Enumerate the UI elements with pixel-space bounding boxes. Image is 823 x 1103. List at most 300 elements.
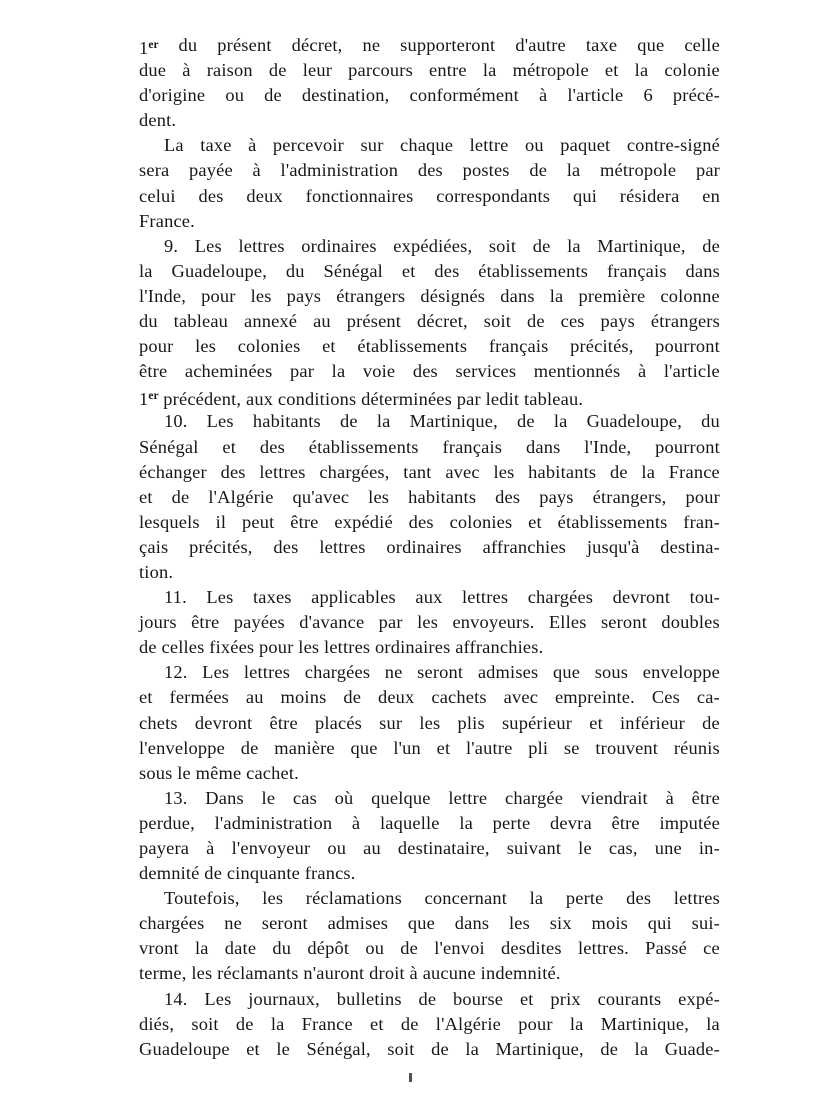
word: six	[549, 913, 572, 934]
text-line	[139, 610, 720, 635]
text-line	[139, 58, 720, 83]
word: établissements	[357, 336, 468, 357]
word: pour	[139, 336, 174, 357]
word: taxes	[252, 587, 292, 608]
word: colonies	[237, 336, 301, 357]
word: à	[637, 361, 647, 382]
word: taxe	[585, 35, 618, 55]
word: établissements	[557, 511, 668, 532]
word: de	[340, 411, 358, 432]
text-line	[139, 184, 720, 209]
text-line	[139, 560, 720, 585]
word: cas,	[608, 838, 638, 858]
word: colonie	[664, 60, 720, 81]
word: leur	[302, 60, 333, 81]
word: lettre	[448, 787, 488, 808]
word: chargées,	[319, 461, 390, 482]
word: et	[528, 511, 542, 532]
word: lettres	[461, 587, 509, 608]
word: métropole	[512, 60, 589, 81]
word: être	[139, 361, 168, 382]
word: lettres	[319, 536, 366, 557]
text-line	[139, 209, 720, 234]
word: du	[139, 311, 158, 332]
word: taxe	[200, 135, 232, 156]
word: se	[563, 737, 580, 758]
word: à	[182, 60, 191, 81]
word: manière	[274, 737, 335, 758]
word: sur	[379, 712, 403, 733]
word: que	[552, 662, 581, 683]
word: ce	[703, 938, 720, 959]
text-line	[139, 685, 720, 710]
word: pour	[518, 1013, 553, 1034]
word: cas	[292, 787, 317, 808]
word: lettres	[243, 662, 291, 683]
word: du	[178, 35, 198, 55]
word: seront	[261, 913, 308, 934]
text-line	[139, 259, 720, 284]
word: placés	[314, 712, 363, 733]
word: ordinaires	[301, 235, 377, 256]
word: être	[611, 812, 640, 833]
word: échanger	[139, 461, 207, 482]
word: la	[706, 1013, 720, 1034]
word: avec	[445, 461, 480, 482]
word: précé-	[672, 85, 720, 106]
word: Les	[194, 235, 222, 256]
word: Les	[202, 662, 230, 683]
text-line	[139, 585, 720, 610]
word: de	[400, 1013, 419, 1034]
word: pour	[685, 486, 720, 507]
word: journaux,	[248, 988, 320, 1009]
word: l'administration	[280, 160, 399, 181]
word: des	[417, 160, 443, 181]
word: plis	[457, 712, 485, 733]
word: chargées	[139, 913, 205, 934]
word: destina-	[660, 536, 720, 557]
word: parcours	[348, 60, 413, 81]
word: et	[139, 486, 153, 507]
word: la	[634, 60, 649, 81]
word: lettres.	[577, 938, 629, 959]
word: ordinaires	[386, 536, 462, 557]
word: et	[246, 1038, 260, 1059]
word: pays	[600, 311, 635, 332]
word: jours	[139, 612, 177, 633]
word: par	[290, 361, 315, 382]
word: établissements	[478, 260, 589, 281]
text-line	[139, 234, 720, 259]
word: devront	[612, 587, 671, 608]
word: 10.	[164, 411, 188, 432]
paragraph	[139, 660, 720, 785]
word: une	[654, 838, 682, 858]
word: quelque	[371, 787, 431, 808]
word: çais	[139, 536, 169, 557]
word: pli	[528, 737, 549, 758]
word: du	[285, 260, 305, 281]
text-line	[139, 485, 720, 510]
word: que	[350, 737, 378, 758]
line-text: précédent, aux conditions déterminées par ledit tableau.	[158, 389, 584, 410]
line-text: dent.	[139, 110, 177, 131]
word: celle	[684, 35, 720, 55]
word: lettre	[469, 135, 509, 156]
word: la	[194, 938, 209, 959]
word: desdites	[501, 938, 562, 959]
text-line	[139, 1012, 720, 1037]
paragraph	[139, 987, 720, 1062]
word: payera	[139, 838, 190, 858]
word: des	[198, 185, 224, 206]
word: l'article	[663, 361, 720, 382]
word: ne	[384, 662, 403, 683]
word: Sénégal,	[306, 1038, 371, 1059]
word: cachets	[431, 687, 487, 708]
word: Sénégal	[139, 436, 199, 457]
text-line	[139, 334, 720, 359]
word: date	[224, 938, 257, 959]
word: du	[272, 938, 292, 959]
word: envoyeurs.	[452, 612, 535, 633]
paragraph	[139, 234, 720, 410]
text-line	[139, 987, 720, 1012]
text-column	[139, 33, 720, 1062]
word: courants	[597, 988, 662, 1009]
word: habitants	[408, 486, 477, 507]
word: métropole	[600, 160, 677, 181]
word: habitants	[528, 461, 597, 482]
word: l'Algérie	[208, 486, 274, 507]
word: résidera	[619, 185, 680, 206]
word: que	[637, 35, 665, 55]
word: par	[378, 612, 403, 633]
word: moins	[280, 687, 327, 708]
word: où	[334, 787, 354, 808]
word: soit	[191, 1013, 219, 1034]
text-line	[139, 936, 720, 961]
word: la	[549, 285, 564, 306]
word: due	[139, 60, 167, 81]
word: étrangers,	[592, 486, 667, 507]
word: les	[195, 336, 217, 357]
word: tableau	[173, 311, 229, 332]
word: de	[609, 461, 628, 482]
word: de	[235, 1013, 254, 1034]
word: les	[417, 612, 439, 633]
word: destination,	[301, 85, 390, 106]
word: destinataire,	[397, 838, 490, 858]
word: aux	[415, 587, 443, 608]
word: lettres	[259, 461, 306, 482]
paragraph	[139, 886, 720, 986]
word: chargées	[304, 662, 371, 683]
word: in-	[698, 838, 720, 858]
word: colonne	[660, 285, 720, 306]
text-line	[139, 409, 720, 434]
word: qui	[572, 185, 597, 206]
word: dans	[525, 436, 561, 457]
word: ou	[365, 938, 385, 959]
word: dans	[500, 285, 535, 306]
text-line	[139, 359, 720, 384]
word: à	[206, 838, 215, 858]
word: d'avance	[299, 612, 365, 633]
word: supporteront	[400, 35, 496, 55]
word: des	[434, 260, 460, 281]
word: à	[538, 85, 548, 106]
word: Guadeloupe,	[171, 260, 267, 281]
word: la	[270, 1013, 285, 1034]
word: des	[273, 536, 299, 557]
text-line	[139, 133, 720, 158]
word: à	[252, 160, 261, 181]
word: décret,	[417, 311, 468, 332]
word: de	[418, 988, 437, 1009]
word: de	[343, 687, 362, 708]
word: deux	[246, 185, 283, 206]
word: de	[702, 235, 720, 256]
word: admises	[327, 913, 389, 934]
paragraph	[139, 585, 720, 660]
text-line	[139, 761, 720, 786]
word: Martinique,	[597, 235, 686, 256]
ordinal-number: 1er	[139, 389, 159, 410]
word: entre	[429, 60, 467, 81]
text-line	[139, 736, 720, 761]
word: les	[250, 285, 272, 306]
word: au	[245, 687, 264, 708]
word: les	[419, 712, 441, 733]
word: présent	[346, 311, 402, 332]
word: viendrait	[580, 787, 648, 808]
word: des	[259, 436, 285, 457]
text-line	[139, 711, 720, 736]
word: soit	[387, 1038, 415, 1059]
word: supérieur	[501, 712, 573, 733]
word: doubles	[661, 612, 720, 633]
word: ou	[524, 135, 544, 156]
text-line	[139, 635, 720, 660]
printers-signature-mark	[409, 1073, 412, 1082]
word: La	[164, 135, 184, 156]
word: par	[695, 160, 720, 181]
word: chets	[139, 712, 178, 733]
word: qui	[647, 913, 672, 934]
ordinal-suffix: er	[148, 39, 159, 51]
word: au	[363, 838, 381, 858]
word: l'enveloppe	[139, 737, 226, 758]
word: Les	[206, 411, 234, 432]
text-line	[139, 309, 720, 334]
word: Guade-	[664, 1038, 720, 1059]
word: des	[495, 486, 521, 507]
word: ne	[224, 913, 242, 934]
word: et	[222, 436, 236, 457]
word: étrangers	[650, 311, 720, 332]
word: des	[626, 888, 652, 909]
ordinal-number: 1er	[139, 37, 159, 58]
word: français	[488, 336, 549, 357]
word: Sénégal	[323, 260, 383, 281]
word: voie	[362, 361, 396, 382]
word: perte	[565, 888, 604, 909]
word: pourront	[655, 436, 720, 457]
text-line	[139, 836, 720, 861]
word: Martinique,	[409, 411, 498, 432]
word: affranchies	[482, 536, 566, 557]
word: chargée	[504, 787, 564, 808]
word: étrangers	[336, 285, 406, 306]
word: chargées	[527, 587, 594, 608]
word: l'un	[393, 737, 421, 758]
text-line	[139, 108, 720, 133]
word: France	[301, 1013, 353, 1034]
word: enveloppe	[642, 662, 720, 683]
word: bourse	[453, 988, 504, 1009]
word: dans	[454, 913, 490, 934]
text-line	[139, 811, 720, 836]
word: être	[269, 712, 298, 733]
word: France	[668, 461, 720, 482]
word: 11.	[164, 587, 187, 608]
word: et	[604, 60, 619, 81]
word: correspondants	[436, 185, 551, 206]
word: bulletins	[336, 988, 402, 1009]
word: de	[532, 235, 551, 256]
word: ou	[225, 85, 245, 106]
word: la	[553, 411, 568, 432]
word: et	[139, 687, 153, 708]
word: la	[139, 260, 153, 281]
text-line	[139, 83, 720, 108]
word: désignés	[420, 285, 486, 306]
word: présent	[217, 35, 272, 55]
word: fermées	[169, 687, 230, 708]
word: perte	[492, 812, 531, 833]
word: à	[665, 787, 674, 808]
word: laquelle	[379, 812, 440, 833]
text-line	[139, 660, 720, 685]
word: de	[431, 1038, 449, 1059]
word: lettres	[673, 888, 720, 909]
word: français	[442, 436, 503, 457]
word: ne	[362, 35, 381, 55]
word: suivant	[506, 838, 562, 858]
word: première	[578, 285, 646, 306]
word: soit	[483, 311, 512, 332]
word: et	[436, 737, 451, 758]
word: chaque	[399, 135, 454, 156]
text-line	[139, 33, 720, 58]
paragraph	[139, 33, 720, 133]
word: prix	[550, 988, 581, 1009]
word: pays	[286, 285, 322, 306]
word: le	[578, 838, 592, 858]
word: la	[641, 461, 656, 482]
word: être	[691, 787, 720, 808]
word: la	[465, 1038, 479, 1059]
text-line	[139, 1037, 720, 1062]
word: Elles	[548, 612, 587, 633]
text-line	[139, 284, 720, 309]
word: Les	[206, 587, 234, 608]
word: de	[400, 938, 419, 959]
word: de	[264, 85, 282, 106]
paragraph	[139, 133, 720, 233]
word: Guadeloupe	[139, 1038, 230, 1059]
word: et	[401, 260, 416, 281]
word: les	[262, 888, 284, 909]
word: 6	[643, 85, 653, 106]
word: d'autre	[515, 35, 566, 55]
word: à	[351, 812, 361, 833]
word: la	[569, 1013, 584, 1034]
word: les	[493, 461, 515, 482]
word: du	[701, 411, 720, 432]
word: seront	[600, 612, 647, 633]
word: la	[331, 361, 346, 382]
word: la	[529, 888, 544, 909]
word: peut	[241, 511, 275, 532]
word: 13.	[164, 787, 188, 808]
word: postes	[462, 160, 510, 181]
word: au	[313, 311, 331, 332]
text-line	[139, 158, 720, 183]
word: français	[606, 260, 667, 281]
word: être	[191, 612, 220, 633]
word: être	[290, 511, 319, 532]
word: applicables	[311, 587, 396, 608]
line-text: France.	[139, 210, 195, 231]
word: des	[220, 461, 246, 482]
word: diés,	[139, 1013, 175, 1034]
word: précités,	[189, 536, 253, 557]
word: 12.	[164, 662, 188, 683]
word: établissements	[308, 436, 419, 457]
word: de	[702, 712, 720, 733]
word: seront	[417, 662, 464, 683]
word: raison	[206, 60, 253, 81]
word: l'autre	[466, 737, 513, 758]
word: mois	[591, 913, 629, 934]
word: en	[702, 185, 720, 206]
word: pour	[201, 285, 236, 306]
word: sur	[360, 135, 384, 156]
word: tou-	[689, 587, 720, 608]
word: empreinte.	[554, 687, 635, 708]
word: le	[276, 1038, 290, 1059]
word: que	[407, 913, 435, 934]
word: paquet	[560, 135, 611, 156]
word: acheminées	[184, 361, 273, 382]
word: expédié	[334, 511, 393, 532]
word: admises	[477, 662, 539, 683]
text-line	[139, 460, 720, 485]
word: vront	[139, 938, 179, 959]
word: trouvent	[595, 737, 659, 758]
word: Dans	[205, 787, 244, 808]
word: ces	[560, 311, 585, 332]
word: la	[634, 1038, 649, 1059]
word: inférieur	[620, 712, 685, 733]
word: ca-	[696, 687, 720, 708]
text-line	[139, 961, 720, 986]
word: pays	[539, 486, 574, 507]
word: 14.	[164, 988, 188, 1009]
